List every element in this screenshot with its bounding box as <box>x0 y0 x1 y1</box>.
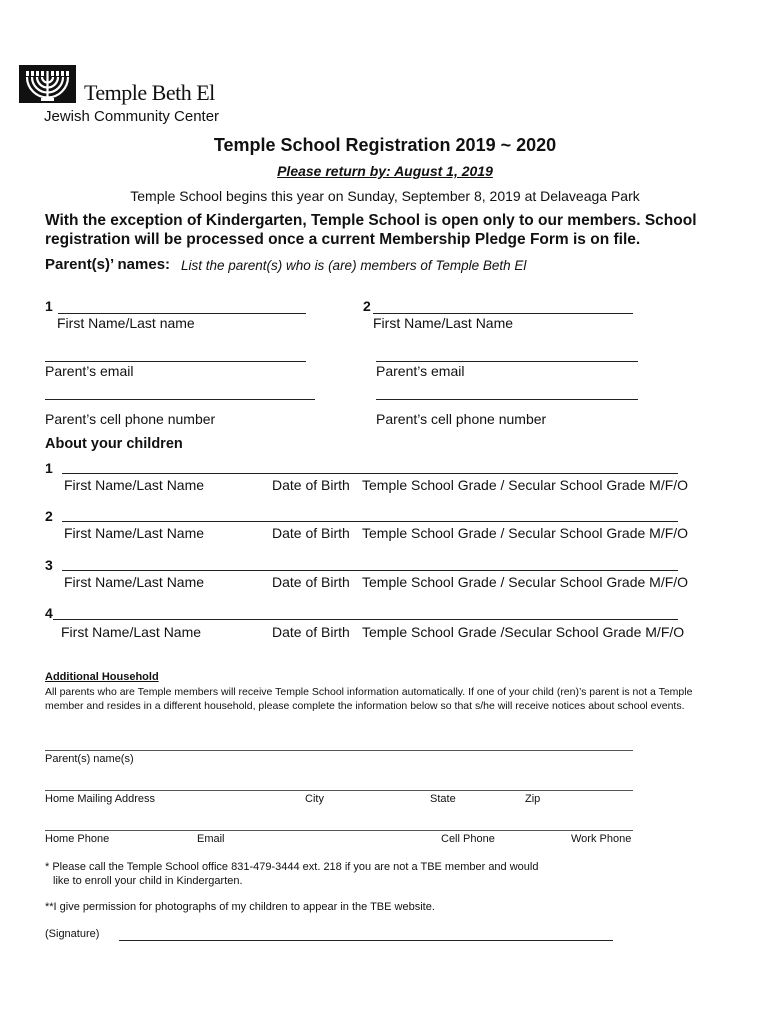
child-1-name-label: First Name/Last Name <box>64 477 205 493</box>
child-2-grade-label: Temple School Grade / Secular School Grade M/F/O <box>362 525 689 541</box>
parent-2-phone-label: Parent’s cell phone number <box>376 411 547 427</box>
child-1-field[interactable] <box>62 473 678 474</box>
parent-1-name-field[interactable] <box>58 313 306 314</box>
child-2-field[interactable] <box>62 521 678 522</box>
parent-2-phone-field[interactable] <box>376 399 638 400</box>
return-by: Please return by: August 1, 2019 <box>277 163 493 179</box>
email-label: Email <box>197 833 225 845</box>
home-address-field[interactable] <box>45 790 633 791</box>
additional-parents-field[interactable] <box>45 750 633 751</box>
org-name: Temple Beth El <box>84 80 215 105</box>
child-3-number: 3 <box>45 557 53 573</box>
parent-2-email-field[interactable] <box>376 361 638 362</box>
children-heading: About your children <box>45 436 183 452</box>
child-3-name-label: First Name/Last Name <box>64 574 205 590</box>
child-2-name-label: First Name/Last Name <box>64 525 205 541</box>
kindergarten-note-line1: * Please call the Temple School office 831-479-3444 ext. 218 if you are not a TBE member and would <box>45 861 539 873</box>
parent-2-number: 2 <box>363 298 371 314</box>
parent-1-phone-label: Parent’s cell phone number <box>45 411 216 427</box>
parent-1-number: 1 <box>45 298 53 314</box>
menorah-icon <box>19 65 76 103</box>
cell-phone-label: Cell Phone <box>441 833 495 845</box>
child-2-dob-label: Date of Birth <box>272 525 350 541</box>
kindergarten-note-line2: like to enroll your child in Kindergarten. <box>53 875 243 887</box>
child-4-field[interactable] <box>53 619 678 620</box>
additional-household-text: All parents who are Temple members will receive Temple School information automatically. If one of your child (ren)’s parent is not a Temple member and resides in a different household, please complete the information below so that s/he will receive notices about school events. <box>45 686 693 712</box>
additional-parents-label: Parent(s) name(s) <box>45 753 134 765</box>
parent-1-email-label: Parent’s email <box>45 363 134 379</box>
parent-1-phone-field[interactable] <box>45 399 315 400</box>
additional-household-heading: Additional Household <box>45 671 159 683</box>
child-3-grade-label: Temple School Grade / Secular School Grade M/F/O <box>362 574 689 590</box>
child-3-field[interactable] <box>62 570 678 571</box>
work-phone-label: Work Phone <box>571 833 632 845</box>
signature-field[interactable] <box>119 940 613 941</box>
menorah-logo <box>19 65 76 103</box>
parent-2-email-label: Parent’s email <box>376 363 465 379</box>
photo-permission: **I give permission for photographs of my children to appear in the TBE website. <box>45 901 435 913</box>
parent-2-name-field[interactable] <box>373 313 633 314</box>
child-2-number: 2 <box>45 508 53 524</box>
parents-label: Parent(s)’ names: <box>45 256 171 273</box>
parent-1-name-label: First Name/Last name <box>57 315 195 331</box>
parent-1-email-field[interactable] <box>45 361 306 362</box>
parents-note: List the parent(s) who is (are) members of Temple Beth El <box>181 258 527 273</box>
signature-label: (Signature) <box>45 928 100 940</box>
state-label: State <box>430 793 456 805</box>
home-address-label: Home Mailing Address <box>45 793 156 805</box>
child-4-grade-label: Temple School Grade /Secular School Grade M/F/O <box>362 624 685 640</box>
child-4-number: 4 <box>45 605 53 621</box>
home-phone-label: Home Phone <box>45 833 110 845</box>
child-1-grade-label: Temple School Grade / Secular School Grade M/F/O <box>362 477 689 493</box>
parent-2-name-label: First Name/Last Name <box>373 315 514 331</box>
child-1-dob-label: Date of Birth <box>272 477 350 493</box>
membership-notice: With the exception of Kindergarten, Temple School is open only to our members. School registration will be processed once a current Membership Pledge Form is on file. <box>45 212 697 248</box>
zip-label: Zip <box>525 793 541 805</box>
child-1-number: 1 <box>45 460 53 476</box>
child-4-dob-label: Date of Birth <box>272 624 350 640</box>
child-4-name-label: First Name/Last Name <box>61 624 202 640</box>
city-label: City <box>305 793 324 805</box>
phones-field[interactable] <box>45 830 633 831</box>
org-subtitle: Jewish Community Center <box>44 108 220 125</box>
page-title: Temple School Registration 2019 ~ 2020 <box>213 135 557 155</box>
child-3-dob-label: Date of Birth <box>272 574 350 590</box>
school-begins: Temple School begins this year on Sunday, September 8, 2019 at Delaveaga Park <box>130 188 640 204</box>
